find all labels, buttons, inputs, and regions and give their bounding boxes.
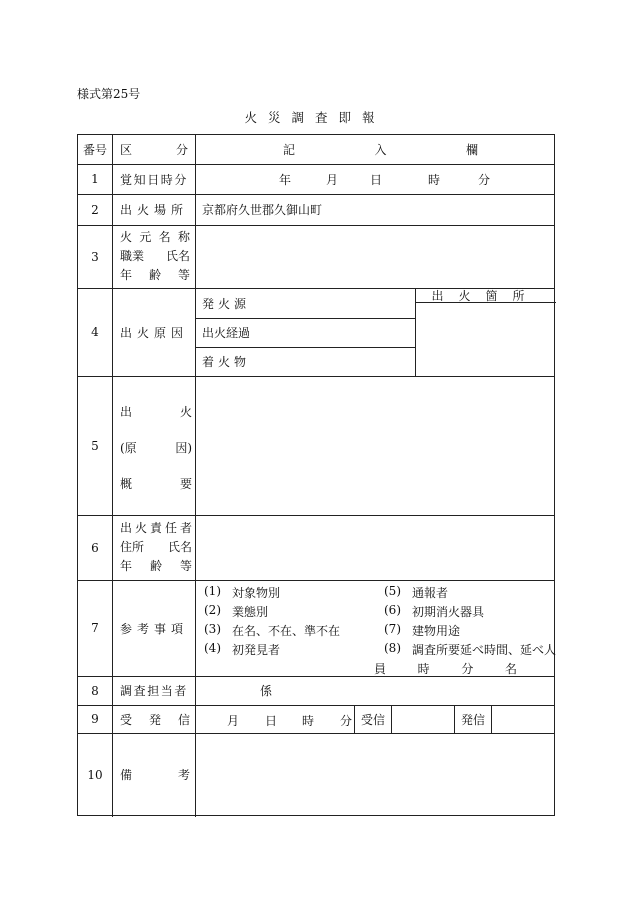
row-3-label: 火 元 名 称 職業 氏名 年 齢 等 bbox=[120, 230, 190, 282]
row-10-no: 10 bbox=[87, 767, 103, 782]
row-9-label: 受 発 信 bbox=[120, 712, 190, 727]
fire-place-label: 出火箇所 bbox=[431, 288, 540, 303]
reference-item-1: (1) 対象物別 bbox=[204, 584, 281, 600]
form-title: 火災調査即報 bbox=[244, 110, 386, 125]
header-entry: 記 入 欄 bbox=[283, 143, 478, 157]
row-8-no: 8 bbox=[91, 683, 99, 698]
fire-summary-field[interactable] bbox=[196, 376, 556, 515]
row-1-no: 1 bbox=[91, 172, 99, 186]
form-number: 様式第25号 bbox=[77, 87, 141, 101]
row-2-no: 2 bbox=[91, 202, 99, 217]
row-4-no: 4 bbox=[91, 325, 99, 339]
row-7-no: 7 bbox=[91, 621, 99, 635]
send-receive-time-field[interactable]: 月 日 時 分 bbox=[227, 714, 353, 728]
reference-item-2: (2) 業態別 bbox=[204, 603, 269, 619]
ignition-source-label: 発火源 bbox=[202, 296, 251, 311]
investigator-section[interactable]: 係 bbox=[260, 684, 273, 698]
row-5-no: 5 bbox=[91, 438, 99, 453]
row-4-label: 出火原因 bbox=[120, 325, 189, 340]
reference-item-7: (7) 建物用途 bbox=[384, 622, 461, 638]
row-1-label: 覚知日時分 bbox=[120, 172, 189, 187]
sent-field[interactable] bbox=[492, 705, 556, 733]
origin-name-field[interactable] bbox=[196, 225, 556, 288]
reference-item-5: (5) 通報者 bbox=[384, 584, 449, 600]
responsible-person-field[interactable] bbox=[196, 515, 556, 580]
row-6-no: 6 bbox=[91, 540, 99, 555]
reference-item-3: (3) 在名、不在、準不在 bbox=[204, 622, 341, 638]
reference-item-8-cont: 員 時 分 名 bbox=[374, 662, 517, 676]
row-5-label: 出 火 (原 因) 概 要 bbox=[120, 405, 192, 491]
row-9-no: 9 bbox=[91, 712, 99, 726]
fire-process-label: 出火経過 bbox=[202, 326, 251, 340]
row-2-label: 出火場所 bbox=[120, 203, 189, 217]
row-7-label: 参考事項 bbox=[120, 621, 189, 636]
header-category: 区 分 bbox=[120, 143, 188, 157]
report-table bbox=[77, 134, 555, 816]
remarks-field[interactable] bbox=[196, 733, 556, 816]
row-10-label: 備 考 bbox=[120, 768, 190, 782]
row-3-no: 3 bbox=[91, 249, 99, 264]
received-field[interactable] bbox=[392, 705, 454, 733]
fire-location-value[interactable]: 京都府久世郡久御山町 bbox=[202, 203, 323, 217]
reference-item-6: (6) 初期消火器具 bbox=[384, 603, 485, 619]
received-label: 受信 bbox=[360, 712, 385, 727]
notice-time-field[interactable]: 年 月 日 時 分 bbox=[279, 172, 491, 187]
col-divider bbox=[112, 135, 113, 817]
row-6-label: 出 火 責 任 者 住所 氏名 年 齢 等 bbox=[120, 521, 192, 573]
first-ignited-label: 着火物 bbox=[202, 355, 251, 369]
header-no: 番号 bbox=[82, 143, 107, 157]
reference-item-4: (4) 初発見者 bbox=[204, 641, 281, 657]
row-8-label: 調査担当者 bbox=[120, 684, 189, 698]
sent-label: 発信 bbox=[460, 712, 485, 727]
reference-item-8: (8) 調査所要延べ時間、延べ人 bbox=[384, 641, 557, 657]
